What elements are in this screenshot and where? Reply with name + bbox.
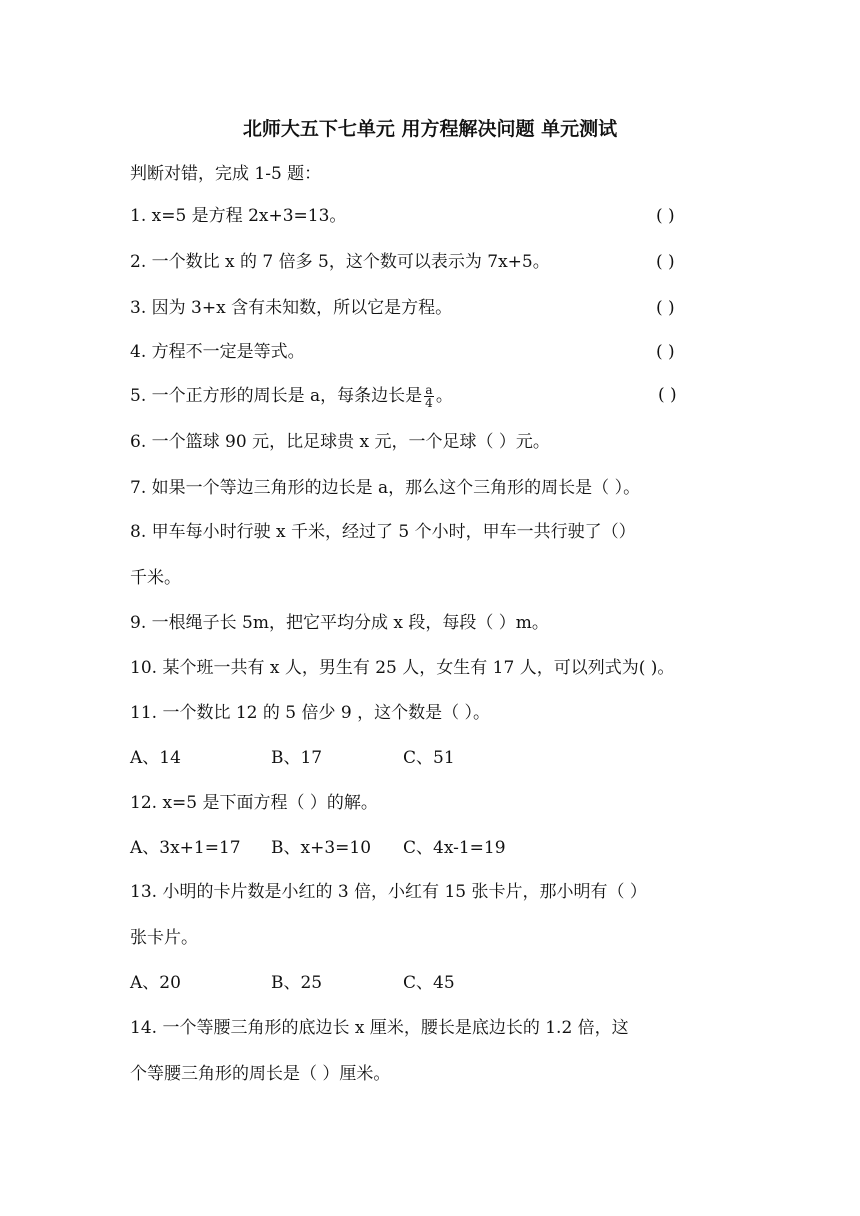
answer-paren-5: ( ) [658, 385, 677, 405]
question-13: 13. 小明的卡片数是小红的 3 倍，小红有 15 张卡片，那小明有（ ） [130, 882, 647, 902]
question-10: 10. 某个班一共有 x 人，男生有 25 人，女生有 17 人，可以列式为( )。 [130, 658, 675, 678]
fraction-numerator: a [425, 383, 433, 397]
q13-option-b: B、25 [271, 973, 323, 993]
question-14-continued: 个等腰三角形的周长是（ ）厘米。 [130, 1064, 391, 1084]
page-title: 北师大五下七单元 用方程解决问题 单元测试 [242, 118, 618, 140]
q13-option-a: A、20 [130, 973, 181, 993]
answer-paren-1: ( ) [656, 206, 675, 226]
question-3: 3. 因为 3+x 含有未知数，所以它是方程。 [130, 298, 453, 318]
question-12: 12. x=5 是下面方程（ ）的解。 [130, 793, 378, 813]
q11-option-a: A、14 [130, 748, 181, 768]
q12-option-b: B、x+3=10 [271, 838, 372, 858]
question-8: 8. 甲车每小时行驶 x 千米，经过了 5 个小时，甲车一共行驶了（） [130, 522, 636, 542]
question-5-end: 。 [435, 386, 453, 406]
question-4: 4. 方程不一定是等式。 [130, 342, 305, 362]
answer-paren-4: ( ) [656, 342, 675, 362]
question-14: 14. 一个等腰三角形的底边长 x 厘米，腰长是底边长的 1.2 倍，这 [130, 1018, 629, 1038]
question-1: 1. x=5 是方程 2x+3=13。 [130, 206, 347, 226]
question-2: 2. 一个数比 x 的 7 倍多 5，这个数可以表示为 7x+5。 [130, 252, 550, 272]
answer-paren-2: ( ) [656, 252, 675, 272]
question-5 [130, 384, 453, 409]
answer-paren-3: ( ) [656, 298, 675, 318]
fraction-a-over-4 [424, 384, 434, 409]
question-6: 6. 一个篮球 90 元，比足球贵 x 元，一个足球（ ）元。 [130, 432, 550, 452]
q13-option-c: C、45 [403, 973, 455, 993]
question-5-text: 5. 一个正方形的周长是 a，每条边长是 [130, 386, 423, 406]
q12-option-a: A、3x+1=17 [130, 838, 241, 858]
question-13-continued: 张卡片。 [130, 928, 198, 948]
question-9: 9. 一根绳子长 5m，把它平均分成 x 段，每段（ ）m。 [130, 613, 549, 633]
q11-option-c: C、51 [403, 748, 455, 768]
fraction-denominator: 4 [425, 396, 433, 410]
q12-option-c: C、4x-1=19 [403, 838, 506, 858]
q11-option-b: B、17 [271, 748, 323, 768]
question-11: 11. 一个数比 12 的 5 倍少 9 ，这个数是（ ）。 [130, 703, 491, 723]
question-8-continued: 千米。 [130, 568, 181, 588]
question-7: 7. 如果一个等边三角形的边长是 a，那么这个三角形的周长是（ ）。 [130, 478, 641, 498]
intro-text: 判断对错，完成 1-5 题： [130, 164, 322, 184]
